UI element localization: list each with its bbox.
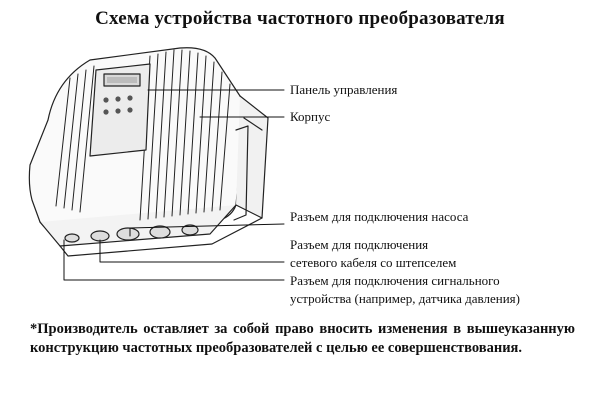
label-housing: Корпус: [290, 109, 331, 124]
label-control-panel: Панель управления: [290, 82, 398, 97]
label-mains-connector-1: Разъем для подключения: [290, 237, 429, 252]
label-pump-connector: Разъем для подключения насоса: [290, 209, 469, 224]
label-mains-connector-2: сетевого кабеля со штепселем: [290, 255, 457, 270]
diagram-title: Схема устройства частотного преобразователя: [95, 8, 505, 29]
leader-signal-connector: [64, 240, 284, 280]
control-panel-face: [90, 64, 150, 156]
label-signal-connector-2: устройства (например, датчика давления): [290, 291, 520, 306]
label-signal-connector-1: Разъем для подключения сигнального: [290, 273, 500, 288]
footnote: *Производитель оставляет за собой право вносить изменения в вышеуказанную конструкцию частотных преобразователей с целью ее совершенствования.: [30, 321, 575, 356]
